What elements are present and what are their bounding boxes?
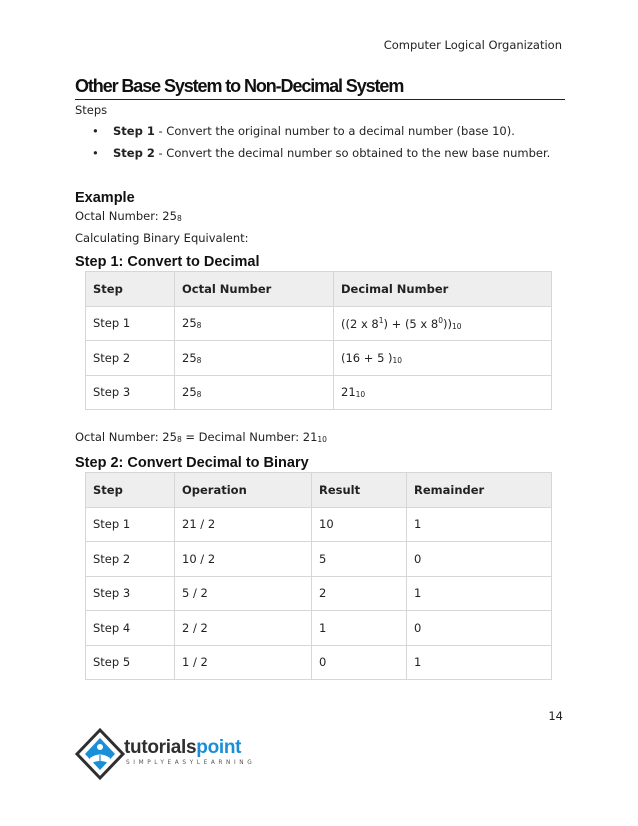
table-row bbox=[86, 341, 552, 376]
example-heading: Example bbox=[75, 190, 135, 206]
table-header-cell: Operation bbox=[175, 473, 312, 508]
step2-table bbox=[85, 472, 552, 680]
tutorialspoint-logo-icon bbox=[74, 727, 126, 781]
table-cell: $21_{10}$ bbox=[334, 375, 552, 410]
table-cell: Step 4 bbox=[86, 611, 175, 646]
table-cell: 0 bbox=[407, 611, 552, 646]
page-header: Computer Logical Organization bbox=[383, 38, 562, 52]
step-bullet-text: - Convert the decimal number so obtained to the new base number. bbox=[154, 146, 551, 160]
table-cell: Step 2 bbox=[86, 341, 175, 376]
table-cell: 5 bbox=[312, 542, 407, 577]
bullet-dot-icon: • bbox=[92, 146, 99, 160]
table-header-cell: Decimal Number bbox=[334, 272, 552, 307]
table-cell: 1 bbox=[407, 507, 552, 542]
table-cell: Step 3 bbox=[86, 576, 175, 611]
table-row bbox=[86, 306, 552, 341]
table-row bbox=[86, 507, 552, 542]
table-header-row bbox=[86, 473, 552, 508]
step-bullet-text: - Convert the original number to a decimal number (base 10). bbox=[154, 124, 515, 138]
tutorialspoint-logo bbox=[74, 727, 264, 781]
table-cell: Step 5 bbox=[86, 645, 175, 680]
step-bullet-label: Step 1 bbox=[113, 124, 155, 138]
table-cell: 1 bbox=[312, 611, 407, 646]
bullet-dot-icon: • bbox=[92, 124, 99, 138]
table-header-cell: Octal Number bbox=[175, 272, 334, 307]
table-cell: 2 / 2 bbox=[175, 611, 312, 646]
example-calc-line: Calculating Binary Equivalent: bbox=[75, 231, 249, 245]
step-bullet-1 bbox=[92, 124, 515, 138]
table-cell: 10 / 2 bbox=[175, 542, 312, 577]
table-row bbox=[86, 611, 552, 646]
table-cell: 0 bbox=[312, 645, 407, 680]
table-cell: 1 bbox=[407, 645, 552, 680]
table-header-row bbox=[86, 272, 552, 307]
table-cell: 5 / 2 bbox=[175, 576, 312, 611]
table-cell: 2 bbox=[312, 576, 407, 611]
table-cell: 0 bbox=[407, 542, 552, 577]
table-cell: 1 bbox=[407, 576, 552, 611]
table-row bbox=[86, 645, 552, 680]
table-row bbox=[86, 542, 552, 577]
step1-heading: Step 1: Convert to Decimal bbox=[75, 254, 260, 270]
step1-table bbox=[85, 271, 552, 410]
table-row bbox=[86, 375, 552, 410]
table-cell: Step 1 bbox=[86, 306, 175, 341]
table-cell: Step 1 bbox=[86, 507, 175, 542]
table-header-cell: Remainder bbox=[407, 473, 552, 508]
table-cell: Step 2 bbox=[86, 542, 175, 577]
table-header-cell: Step bbox=[86, 272, 175, 307]
steps-label: Steps bbox=[75, 103, 108, 117]
section-title: Other Base System to Non-Decimal System bbox=[75, 76, 565, 100]
table-cell: $25_8$ bbox=[175, 375, 334, 410]
logo-tagline: SIMPLYEASYLEARNING bbox=[126, 760, 256, 766]
table-row bbox=[86, 576, 552, 611]
table-cell: 1 / 2 bbox=[175, 645, 312, 680]
table-cell: 10 bbox=[312, 507, 407, 542]
table-cell: 21 / 2 bbox=[175, 507, 312, 542]
table-header-cell: Step bbox=[86, 473, 175, 508]
step-bullet-2 bbox=[92, 146, 550, 160]
table-header-cell: Result bbox=[312, 473, 407, 508]
result-line: Octal Number: $25_8$ = Decimal Number: $21_{10}$ bbox=[75, 430, 327, 444]
step2-heading: Step 2: Convert Decimal to Binary bbox=[75, 455, 309, 471]
logo-wordmark: tutorialspoint bbox=[124, 737, 242, 758]
example-octal-number: Octal Number: $25_8$ bbox=[75, 209, 182, 223]
page-number: 14 bbox=[548, 709, 563, 723]
table-cell: Step 3 bbox=[86, 375, 175, 410]
table-cell: $25_8$ bbox=[175, 306, 334, 341]
table-cell: (16 + 5 )$_{10}$ bbox=[334, 341, 552, 376]
step-bullet-label: Step 2 bbox=[113, 146, 155, 160]
table-cell: ((2 x $8^1) + (5$ x $8^0))_{10}$ bbox=[334, 306, 552, 341]
table-cell: $25_8$ bbox=[175, 341, 334, 376]
